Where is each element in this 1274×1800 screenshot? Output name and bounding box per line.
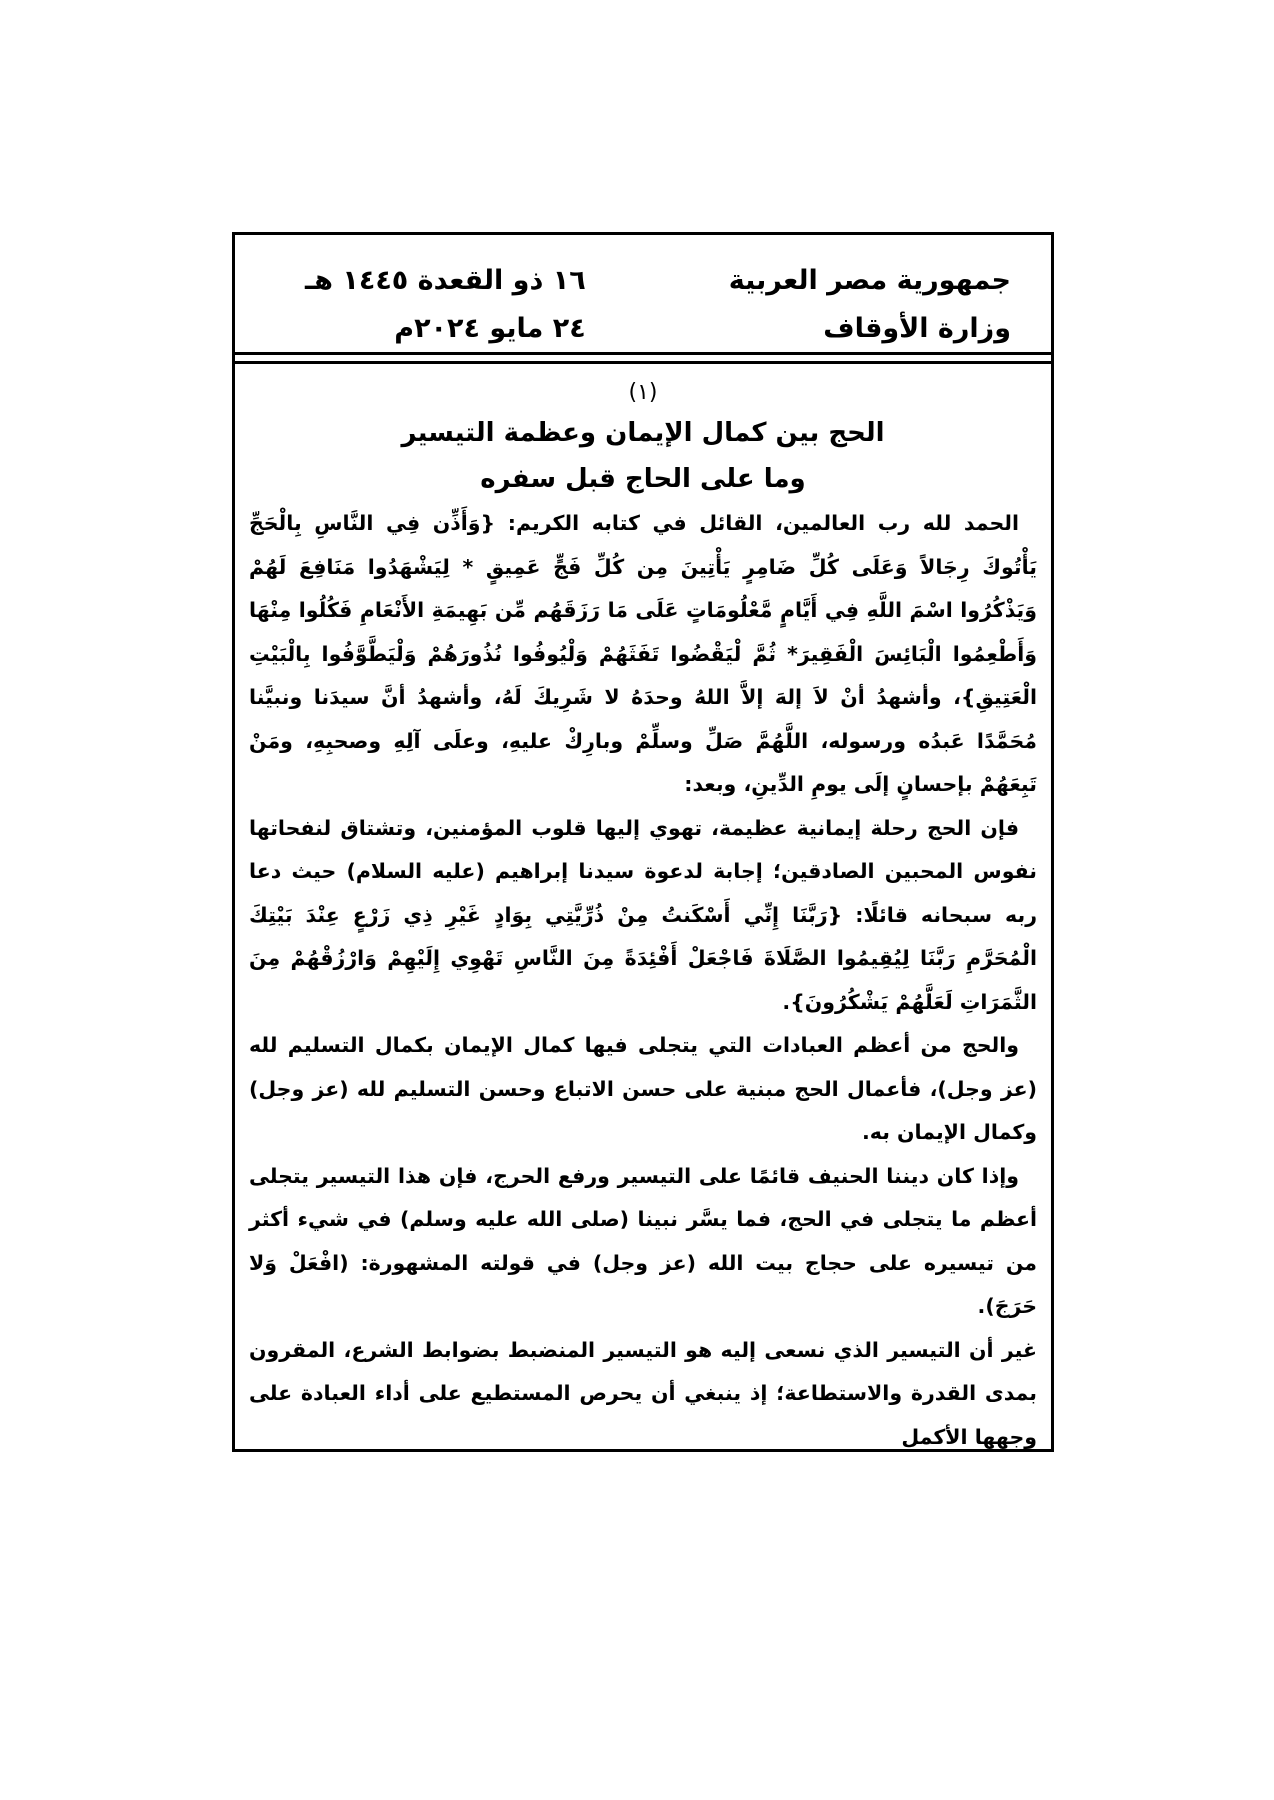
paragraph-opening: الحمد لله رب العالمين، القائل في كتابه الكريم: {وَأَذِّن فِي النَّاسِ بِالْحَجِّ يَأْتُوكَ رِجَالاً وَعَلَى كُلِّ ضَامِرٍ يَأْتِينَ مِن كُلِّ فَجٍّ عَمِيقٍ * لِيَشْهَدُوا مَنَافِعَ لَهُمْ وَيَذْكُرُوا اسْمَ اللَّهِ فِي أَيَّامٍ مَّعْلُومَاتٍ عَلَى مَا رَزَقَهُم مِّن بَهِيمَةِ الأَنْعَامِ فَكُلُوا مِنْهَا وَأَطْعِمُوا الْبَائِسَ الْفَقِيرَ* ثُمَّ لْيَقْضُوا تَفَثَهُمْ وَلْيُوفُوا نُذُورَهُمْ وَلْيَطَّوَّفُوا بِالْبَيْتِ الْعَتِيقِ}، وأشهدُ أنْ لاَ إلهَ إلاَّ اللهُ وحدَهُ لا شَرِيكَ لَهُ، وأشهدُ أنَّ سيدَنا ونبيَّنا مُحَمَّدًا عَبدُه ورسوله، اللَّهُمَّ صَلِّ وسلِّمْ وبارِكْ عليهِ، وعلَى آلِهِ وصحبِهِ، ومَنْ تَبِعَهُمْ بإحسانٍ إلَى يومِ الدِّينِ، وبعد: — [249, 511, 1037, 796]
sermon-title: الحج بين كمال الإيمان وعظمة التيسير — [401, 418, 885, 448]
ministry-name: وزارة الأوقاف — [823, 313, 1011, 344]
issuer-block — [729, 257, 1011, 353]
document-header — [235, 235, 1051, 355]
gregorian-date: ٢٤ مايو ٢٠٢٤م — [394, 313, 586, 344]
paragraph-hajj-worship: والحج من أعظم العبادات التي يتجلى فيها كمال الإيمان بكمال التسليم لله (عز وجل)، فأعمال الحج مبنية على حسن الاتباع وحسن التسليم لله (عز وجل) وكمال الإيمان به. — [249, 1033, 1037, 1144]
document-frame — [232, 232, 1054, 1452]
paragraph-disciplined-facilitation: غير أن التيسير الذي نسعى إليه هو التيسير المنضبط بضوابط الشرع، المقرون بمدى القدرة والاستطاعة؛ إذ ينبغي أن يحرص المستطيع على أداء العبادة على وجهها الأكمل — [249, 1337, 1037, 1449]
sermon-content — [249, 364, 1037, 1459]
date-block — [305, 257, 586, 353]
part-number: (١) — [628, 380, 658, 405]
sermon-subtitle: وما على الحاج قبل سفره — [480, 464, 806, 494]
paragraph-hajj-journey: فإن الحج رحلة إيمانية عظيمة، تهوي إليها قلوب المؤمنين، وتشتاق لنفحاتها نفوس المحبين الصادقين؛ إجابة لدعوة سيدنا إبراهيم (عليه السلام) حيث دعا ربه سبحانه قائلًا: {رَبَّنَا إِنِّي أَسْكَنتُ مِنْ ذُرِّيَّتِي بِوَادٍ غَيْرِ ذِي زَرْعٍ عِنْدَ بَيْتِكَ الْمُحَرَّمِ رَبَّنَا لِيُقِيمُوا الصَّلَاةَ فَاجْعَلْ أَفْئِدَةً مِنَ النَّاسِ تَهْوِي إِلَيْهِمْ وَارْزُقْهُمْ مِنَ الثَّمَرَاتِ لَعَلَّهُمْ يَشْكُرُونَ}. — [249, 815, 1037, 1014]
hijri-date: ١٦ ذو القعدة ١٤٤٥ هـ — [305, 265, 586, 296]
document-body — [235, 361, 1051, 1456]
country-name: جمهورية مصر العربية — [728, 265, 1011, 296]
paragraph-facilitation: وإذا كان ديننا الحنيف قائمًا على التيسير ورفع الحرج، فإن هذا التيسير يتجلى أعظم ما يتجلى في الحج، فما يسَّر نبينا (صلى الله عليه وسلم) في شيء أكثر من تيسيره على حجاج بيت الله (عز وجل) في قولته المشهورة: (افْعَلْ وَلا حَرَجَ). — [249, 1163, 1037, 1318]
